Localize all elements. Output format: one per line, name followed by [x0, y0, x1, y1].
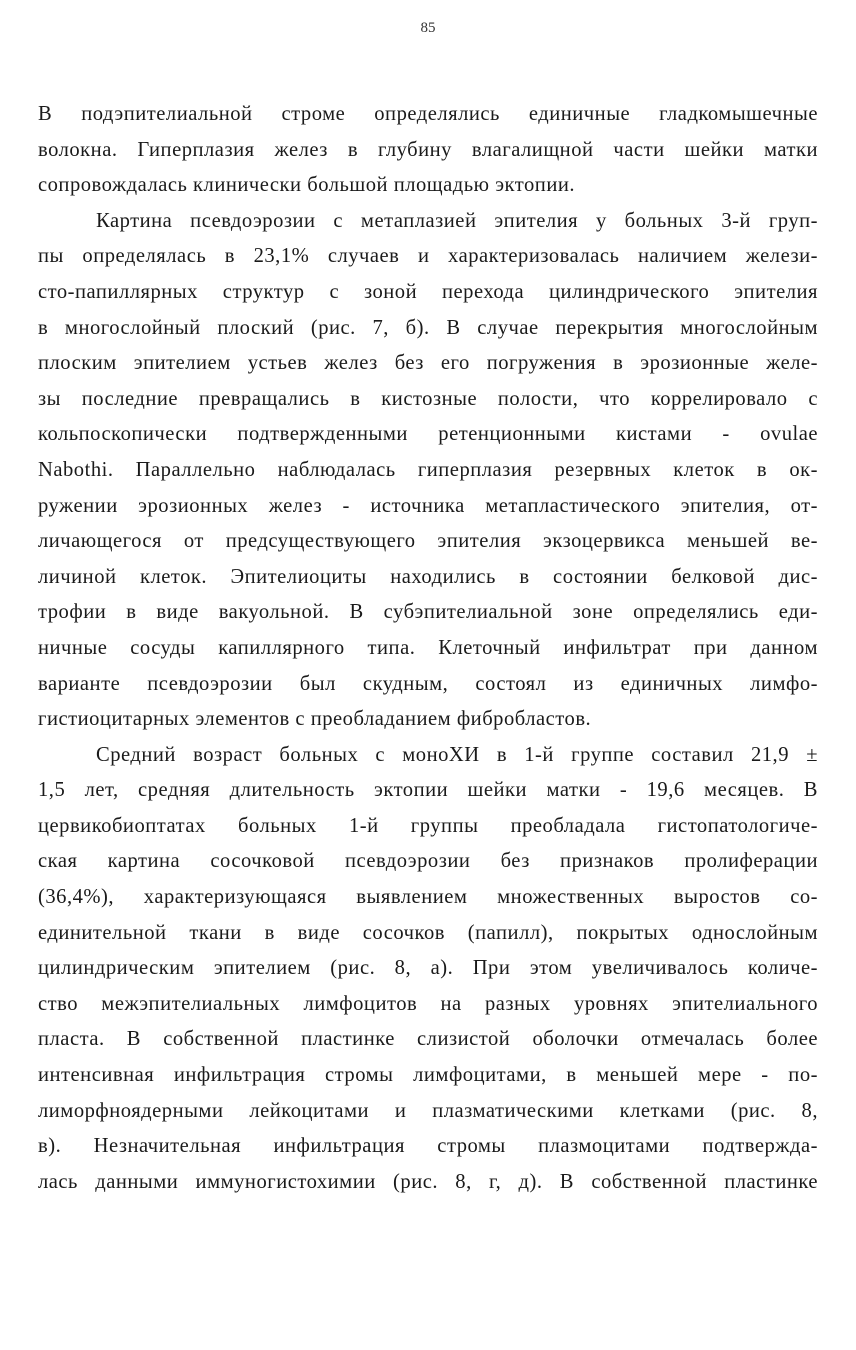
page-number: 85 — [420, 20, 436, 36]
text-line: зы последние превращались в кистозные полости, что коррелировало с — [38, 387, 818, 410]
text-line: плоским эпителием устьев желез без его погружения в эрозионные желе- — [38, 352, 818, 375]
text-line: цервикобиоптатах больных 1-й группы преобладала гистопатологиче- — [38, 814, 818, 837]
text-line: 1,5 лет, средняя длительность эктопии шейки матки - 19,6 месяцев. В — [38, 779, 818, 802]
text-line: пы определялась в 23,1% случаев и характеризовалась наличием желези- — [38, 245, 818, 268]
text-line: личиной клеток. Эпителиоциты находились в состоянии белковой дис- — [38, 565, 818, 588]
text-line: интенсивная инфильтрация стромы лимфоцитами, в меньшей мере - по- — [38, 1064, 818, 1087]
text-line: кольпоскопически подтвержденными ретенционными кистами - ovulae — [38, 423, 818, 446]
text-line: в многослойный плоский (рис. 7, б). В случае перекрытия многослойным — [38, 316, 818, 339]
text-line: волокна. Гиперплазия желез в глубину влагалищной части шейки матки — [38, 138, 818, 161]
text-line: В подэпителиальной строме определялись единичные гладкомышечные — [38, 103, 818, 125]
text-line: ружении эрозионных желез - источника метапластического эпителия, от- — [38, 494, 818, 517]
text-line: гистиоцитарных элементов с преобладанием фибробластов. — [38, 708, 592, 731]
text-line: единительной ткани в виде сосочков (папилл), покрытых однослойным — [38, 921, 818, 944]
text-line: ничные сосуды капиллярного типа. Клеточный инфильтрат при данном — [38, 636, 818, 659]
text-line: Картина псевдоэрозии с метаплазией эпителия у больных 3-й груп- — [96, 209, 818, 232]
text-line: варианте псевдоэрозии был скудным, состоял из единичных лимфо- — [38, 672, 818, 695]
text-line: сопровождалась клинически большой площадью эктопии. — [38, 174, 576, 197]
text-line: цилиндрическим эпителием (рис. 8, а). При этом увеличивалось количе- — [38, 957, 818, 980]
text-line: ская картина сосочковой псевдоэрозии без признаков пролиферации — [38, 850, 818, 873]
text-line: личающегося от предсуществующего эпителия экзоцервикса меньшей ве- — [38, 530, 818, 553]
body-text — [38, 97, 818, 1200]
text-line: Nabothi. Параллельно наблюдалась гиперплазия резервных клеток в ок- — [38, 458, 818, 481]
text-line: Средний возраст больных с моноХИ в 1-й группе составил 21,9 ± — [96, 743, 818, 766]
text-line: (36,4%), характеризующаяся выявлением множественных выростов со- — [38, 886, 818, 909]
text-line: пласта. В собственной пластинке слизистой оболочки отмечалась более — [38, 1028, 818, 1051]
text-line: ство межэпителиальных лимфоцитов на разных уровнях эпителиального — [38, 992, 818, 1015]
text-line: лиморфноядерными лейкоцитами и плазматическими клетками (рис. 8, — [38, 1099, 818, 1122]
text-line: трофии в виде вакуольной. В субэпителиальной зоне определялись еди- — [38, 601, 818, 624]
text-line: в). Незначительная инфильтрация стромы плазмоцитами подтвержда- — [38, 1135, 818, 1158]
text-line: лась данными иммуногистохимии (рис. 8, г, д). В собственной пластинке — [38, 1170, 818, 1193]
text-line: сто-папиллярных структур с зоной перехода цилиндрического эпителия — [38, 280, 818, 303]
